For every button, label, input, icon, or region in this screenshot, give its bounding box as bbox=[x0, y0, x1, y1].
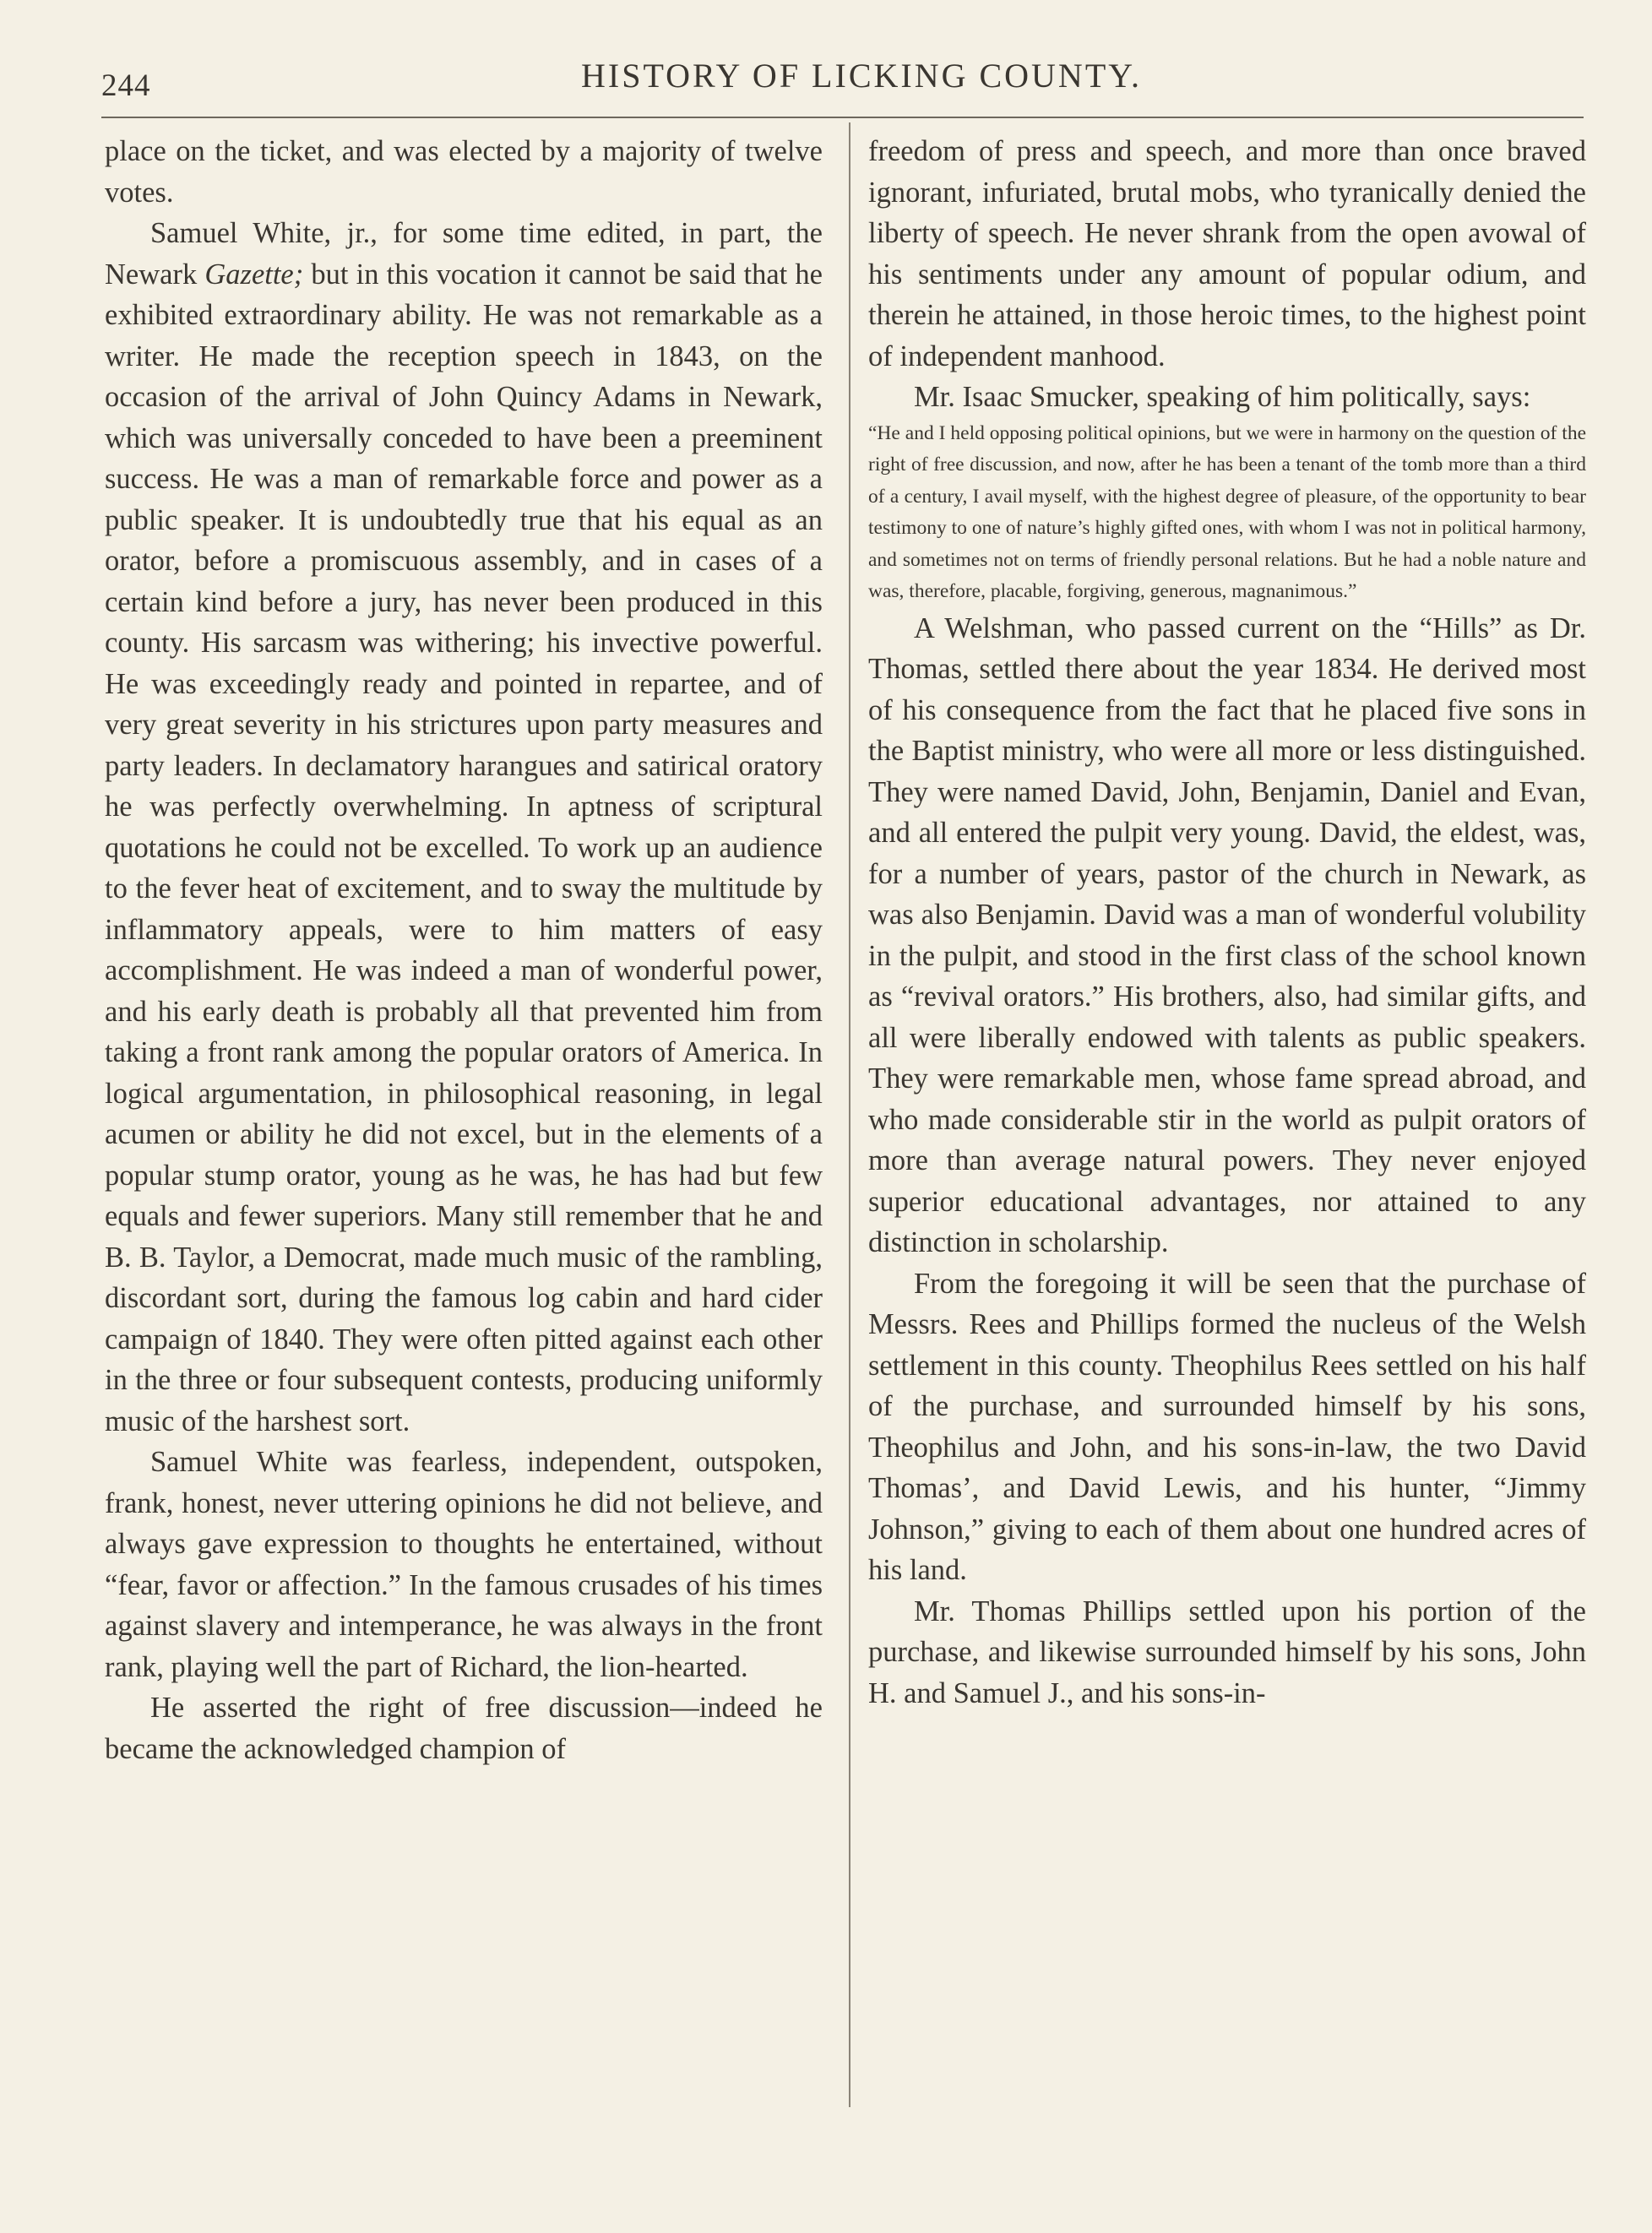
column-divider bbox=[849, 122, 850, 2107]
paragraph-text: Samuel White, jr., for some time edited, in part, the Newark bbox=[105, 217, 823, 291]
paragraph: From the foregoing it will be seen that the purchase of Messrs. Rees and Phillips formed the nucleus of the Welsh settlement in this county. Theophilus Rees settled on his half of the purchase, and surrounded himself by his sons, Theophilus and John, and his sons-in-law, the two David Thomas’, and David Lewis, and his hunter, “Jimmy Johnson,” giving to each of them about one hundred acres of his land. bbox=[868, 1267, 1586, 1586]
paragraph: Mr. Isaac Smucker, speaking of him politically, says: bbox=[914, 381, 1531, 413]
paragraph-text: but in this vocation it cannot be said that he exhibited extraordinary ability. He was not remarkable as a writer. He made the reception speech in 1843, on the occasion of the arrival of John Quincy Adams in Newark, which was universally conceded to have been a preeminent success. He was a man of remarkable force and power as a public speaker. It is undoubtedly true that his equal as an orator, before a promiscuous assembly, and in cases of a certain kind before a jury, has never been produced in this county. His sarcasm was withering; his invective powerful. He was exceedingly ready and pointed in repartee, and of very great severity in his strictures upon party measures and party leaders. In declamatory harangues and satirical oratory he was perfectly overwhelming. In aptness of scriptural quotations he could not be excelled. To work up an audience to the fever heat of excitement, and to sway the multitude by inflammatory appeals, were to him matters of easy accomplishment. He was indeed a man of wonderful power, and his early death is probably all that prevented him from taking a front rank among the popular orators of America. In logical argumentation, in philosophical reasoning, in legal acumen or ability he did not excel, but in the elements of a popular stump orator, young as he was, he has had but few equals and fewer superiors. Many still remember that he and B. B. Taylor, a Democrat, made much music of the rambling, discordant sort, during the famous log cabin and hard cider campaign of 1840. They were often pitted against each other in the three or four subsequent contests, producing uniformly music of the harshest sort. bbox=[105, 258, 823, 1437]
paragraph: A Welshman, who passed current on the “Hills” as Dr. Thomas, settled there about the year 1834. He derived most of his consequence from the fact that he placed five sons in the Baptist ministry, who were all more or less distinguished. They were named David, John, Benjamin, Daniel and Evan, and all entered the pulpit very young. David, the eldest, was, for a number of years, pastor of the church in Newark, as was also Benjamin. David was a man of wonderful volubility in the pulpit, and stood in the first class of the school known as “revival orators.” His brothers, also, had similar gifts, and all were liberally endowed with talents as public speakers. They were remarkable men, whose fame spread abroad, and who made considerable stir in the world as pulpit orators of more than average natural powers. They never enjoyed superior educational advantages, nor attained to any distinction in scholarship. bbox=[868, 611, 1586, 1258]
paragraph: Samuel White was fearless, independent, outspoken, frank, honest, never uttering opinions he did not believe, and always gave expression to thoughts he entertained, without “fear, favor or affection.” In the famous crusades of his times against slavery and intemperance, he was always in the front rank, playing well the part of Richard, the lion-hearted. bbox=[105, 1446, 823, 1683]
running-title: HISTORY OF LICKING COUNTY. bbox=[581, 57, 1142, 95]
block-quote: “He and I held opposing political opinions, but we were in harmony on the question of the right of free discussion, and now, after he has been a tenant of the tomb more than a third of a century, I avail myself, with the highest degree of pleasure, of the opportunity to bear testimony to one of nature’s highly gifted ones, with whom I was not in political harmony, and sometimes not on terms of friendly personal relations. But he had a noble nature and was, therefore, placable, forgiving, generous, magnanimous.” bbox=[868, 421, 1586, 602]
newspaper-title: Gazette; bbox=[204, 258, 304, 291]
paragraph bbox=[105, 213, 823, 1442]
paragraph: freedom of press and speech, and more than once braved ignorant, infuriated, brutal mobs, who tyranically denied the liberty of speech. He never shrank from the open avowal of his sentiments under any amount of popular odium, and therein he attained, in those heroic times, to the highest point of independent manhood. bbox=[868, 135, 1586, 372]
left-column bbox=[105, 131, 823, 1769]
right-column bbox=[868, 131, 1586, 1714]
page-number: 244 bbox=[101, 68, 151, 103]
paragraph: He asserted the right of free discussion—indeed he became the acknowledged champion of bbox=[105, 1692, 823, 1765]
page-header bbox=[101, 56, 1588, 106]
header-rule bbox=[101, 117, 1584, 118]
paragraph: place on the ticket, and was elected by a majority of twelve votes. bbox=[105, 135, 823, 209]
paragraph: Mr. Thomas Phillips settled upon his portion of the purchase, and likewise surrounded himself by his sons, John H. and Samuel J., and his sons-in- bbox=[868, 1595, 1586, 1709]
